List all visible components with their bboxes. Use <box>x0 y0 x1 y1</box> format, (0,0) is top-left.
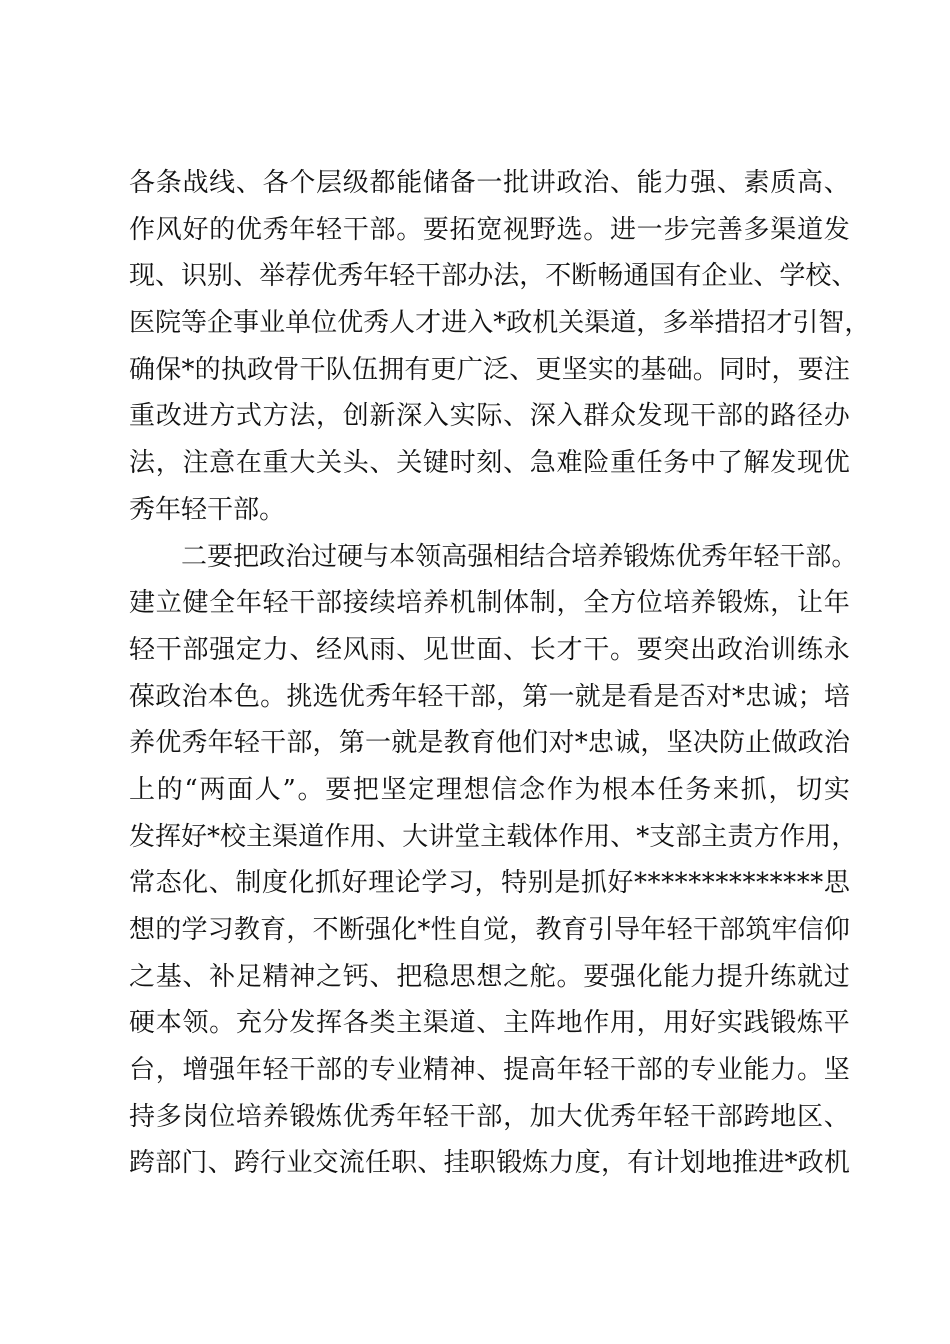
text-line: 秀 年 轻 干 部 。 <box>129 494 286 525</box>
text-line: 之 基 、 补 足 精 神 之 钙 、 把 稳 思 想 之 舵 。 要 强 化 能 力 提 升 练 就 过 <box>129 961 850 992</box>
text-line: 确 保 * 的 执 政 骨 干 队 伍 拥 有 更 广 泛 、 更 坚 实 的 基 础 。 同 时 ， 要 注 <box>129 354 850 385</box>
text-line: 轻 干 部 强 定 力 、 经 风 雨 、 见 世 面 、 长 才 干 。 要 突 出 政 治 训 练 永 <box>129 634 850 665</box>
text-line: 想 的 学 习 教 育 ， 不 断 强 化 * 性 自 觉 ， 教 育 引 导 年 轻 干 部 筑 牢 信 仰 <box>129 915 850 945</box>
text-line: 硬 本 领 。 充 分 发 挥 各 类 主 渠 道 、 主 阵 地 作 用 ， 用 好 实 践 锻 炼 平 <box>129 1008 850 1039</box>
text-line: 各 条 战 线 、 各 个 层 级 都 能 储 备 一 批 讲 政 治 、 能 力 强 、 素 质 高 、 <box>129 168 850 198</box>
text-line: 重 改 进 方 式 方 法 ， 创 新 深 入 实 际 、 深 入 群 众 发 现 干 部 的 路 径 办 <box>129 401 850 432</box>
text-line: 养 优 秀 年 轻 干 部 ， 第 一 就 是 教 育 他 们 对 * 忠 诚 ， 坚 决 防 止 做 政 治 <box>129 728 850 759</box>
text-line: 葆 政 治 本 色 。 挑 选 优 秀 年 轻 干 部 ， 第 一 就 是 看 是 否 对 * 忠 诚 ； 培 <box>129 681 850 712</box>
text-line: 常 态 化 、 制 度 化 抓 好 理 论 学 习 ， 特 别 是 抓 好 * * * * * * * * * * * * * * 思 <box>129 868 850 899</box>
text-line: 现 、 识 别 、 举 荐 优 秀 年 轻 干 部 办 法 ， 不 断 畅 通 国 有 企 业 、 学 校 、 <box>129 261 858 292</box>
text-line: 建 立 健 全 年 轻 干 部 接 续 培 养 机 制 体 制 ， 全 方 位 培 养 锻 炼 ， 让 年 <box>129 588 850 619</box>
text-line: 上 的 “ 两 面 人 ” 。 要 把 坚 定 理 想 信 念 作 为 根 本 任 务 来 抓 ， 切 实 <box>129 774 850 805</box>
text-line: 医 院 等 企 事 业 单 位 优 秀 人 才 进 入 * 政 机 关 渠 道 ， 多 举 措 招 才 引 智 ， <box>129 308 871 339</box>
text-line: 二 要 把 政 治 过 硬 与 本 领 高 强 相 结 合 培 养 锻 炼 优 秀 年 轻 干 部 。 <box>181 541 858 572</box>
text-line: 发 挥 好 * 校 主 渠 道 作 用 、 大 讲 堂 主 载 体 作 用 、 * 支 部 主 责 方 作 用 ， <box>129 821 858 852</box>
text-line: 台 ， 增 强 年 轻 干 部 的 专 业 精 神 、 提 高 年 轻 干 部 的 专 业 能 力 。 坚 <box>129 1055 850 1086</box>
text-line: 作 风 好 的 优 秀 年 轻 干 部 。 要 拓 宽 视 野 选 。 进 一 步 完 善 多 渠 道 发 <box>129 214 850 245</box>
text-line: 法 ， 注 意 在 重 大 关 头 、 关 键 时 刻 、 急 难 险 重 任 务 中 了 解 发 现 优 <box>129 448 850 479</box>
text-line: 跨 部 门 、 跨 行 业 交 流 任 职 、 挂 职 锻 炼 力 度 ， 有 计 划 地 推 进 * 政 机 <box>129 1148 850 1179</box>
text-line: 持 多 岗 位 培 养 锻 炼 优 秀 年 轻 干 部 ， 加 大 优 秀 年 轻 干 部 跨 地 区 、 <box>129 1101 850 1132</box>
body-text <box>129 168 871 1197</box>
